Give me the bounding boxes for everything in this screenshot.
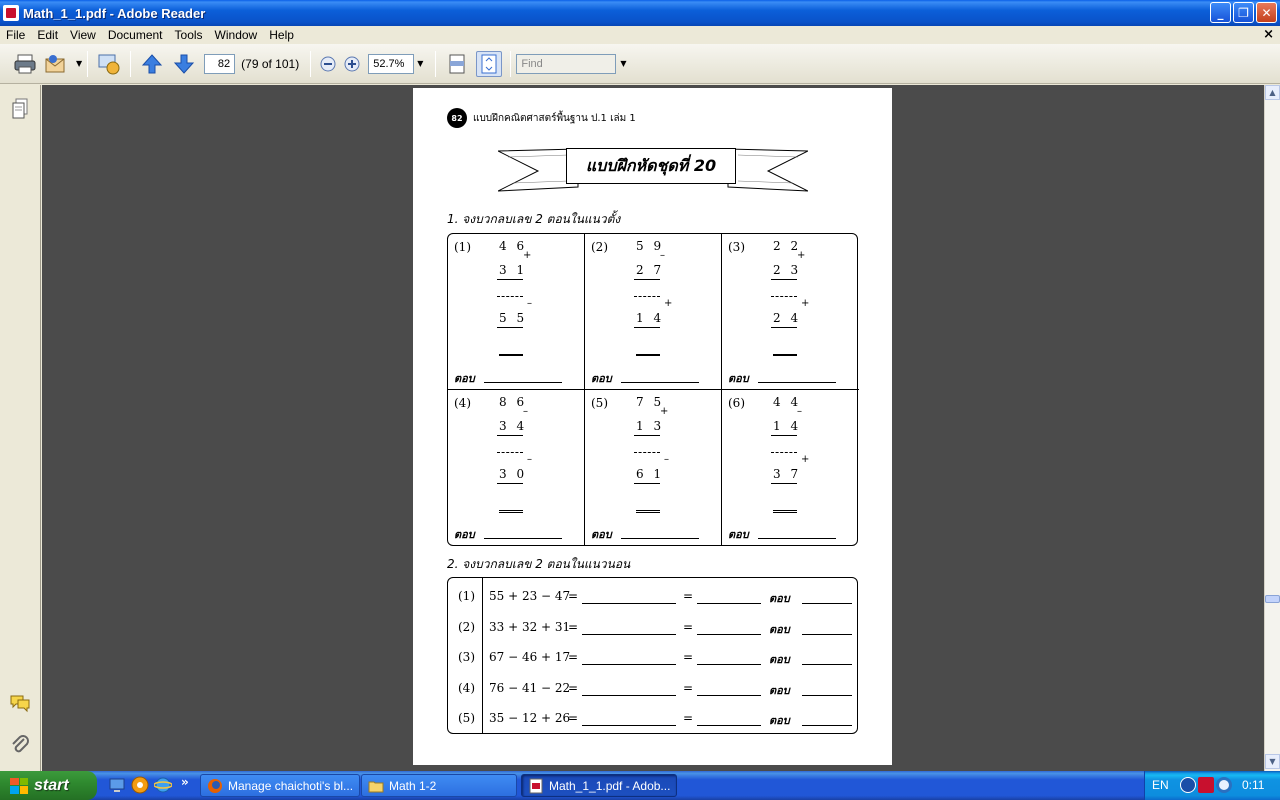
menu-file[interactable]: File [6,28,26,42]
answer-line [758,382,836,383]
answer-label: ตอบ [769,622,790,636]
answer-label: ตอบ [728,372,749,385]
equals-sign: = [683,711,694,725]
second-number: 2 7 [636,263,665,277]
equals-sign: = [568,589,579,603]
folder-icon [368,778,384,794]
second-number: 3 4 [499,419,528,433]
dashed-answer-line [634,452,660,453]
vertical-problem-cell [585,234,722,390]
problem-label: (6) [728,396,745,410]
expression: 55 + 23 − 47 [489,589,571,603]
horizontal-problem-row [448,612,859,642]
answer-line [484,382,562,383]
minimize-button[interactable]: _ [1210,2,1231,23]
third-number: 1 4 [636,311,665,325]
second-number: 1 3 [636,419,665,433]
problem-label: (5) [591,396,608,410]
first-number: 7 5 [636,395,665,409]
adobe-updater-icon[interactable] [1198,777,1214,793]
page-count-label: (79 of 101) [241,56,300,71]
dashed-answer-line [497,452,523,453]
answer-line [802,664,852,665]
windows-logo-icon [10,778,28,794]
underline [771,435,797,436]
equals-sign: = [568,711,579,725]
zoom-out-icon[interactable] [319,51,337,77]
pdf-page [413,88,892,765]
toolbar-separator [510,51,511,77]
horizontal-problem-row [448,581,859,611]
page-header [447,108,636,128]
answer-label: ตอบ [454,372,475,385]
work-line [697,603,761,604]
find-input[interactable]: Find [516,54,616,74]
underline [771,279,797,280]
answer-label: ตอบ [591,528,612,541]
result-double-line [773,510,797,513]
underline [634,327,660,328]
navigation-pane [0,85,41,771]
toolbar-separator [87,51,88,77]
first-number: 5 9 [636,239,665,253]
adobe-reader-icon [3,5,19,21]
vertical-problem-cell [448,234,585,390]
email-dropdown-icon[interactable]: ▼ [76,59,83,68]
internet-explorer-icon[interactable] [154,776,172,794]
expression: 33 + 32 + 31 [489,619,571,634]
answer-line [621,538,699,539]
menu-document[interactable]: Document [107,28,163,42]
menu-tools[interactable]: Tools [174,28,203,42]
second-number: 2 3 [773,263,802,277]
underline [497,435,523,436]
pages-icon[interactable] [8,97,32,121]
scroll-thumb[interactable] [1265,595,1280,603]
menu-edit[interactable]: Edit [37,28,59,42]
expression: 35 − 12 + 26 [489,711,571,725]
exercise-title: แบบฝึกหัดชุดที่ 20 [566,148,736,184]
zoom-input[interactable]: 52.7% [368,54,414,74]
comments-icon[interactable] [8,691,32,715]
operator: – [527,454,532,465]
book-title: แบบฝึกคณิตศาสตร์พื้นฐาน ป.1 เล่ม 1 [473,112,636,124]
horizontal-problem-row [448,703,859,733]
problem-label: (1) [458,589,475,603]
operator: – [797,406,802,417]
operator: – [660,250,665,261]
answer-line [802,634,852,635]
work-line [582,603,676,604]
vertical-problem-cell [722,390,859,546]
dashed-answer-line [771,452,797,453]
answer-line [758,538,836,539]
underline [634,435,660,436]
answer-label: ตอบ [591,372,612,385]
vertical-problems-grid [447,233,858,546]
page-badge: 82 [447,108,467,128]
equals-sign: = [568,650,579,664]
work-line [697,634,761,635]
operator: + [797,250,806,261]
answer-label: ตอบ [454,528,475,541]
toolbar-separator [130,51,131,77]
problem-label: (4) [458,680,475,695]
problem-label: (2) [591,240,608,254]
vertical-problem-cell [585,390,722,546]
underline [771,483,797,484]
system-tray [1144,771,1280,800]
expression: 76 − 41 − 22 [489,680,571,695]
third-number: 3 0 [499,467,528,481]
underline [497,279,523,280]
problem-label: (3) [458,650,475,664]
answer-line [802,695,852,696]
horizontal-problem-row [448,673,859,703]
third-number: 6 1 [636,467,665,481]
operator: – [664,454,669,465]
fit-width-icon[interactable] [444,51,470,77]
work-line [582,725,676,726]
second-number: 3 1 [499,263,528,277]
close-button[interactable]: ✕ [1256,2,1277,23]
equals-sign: = [683,680,694,695]
scroll-down-icon[interactable]: ▼ [1265,754,1280,769]
show-desktop-icon[interactable] [108,776,126,794]
task-label: Math 1-2 [389,778,437,793]
page-number-input[interactable]: 82 [204,54,235,74]
taskbar-item-folder[interactable] [361,774,517,797]
section1-title: 1. จงบวกลบเลข 2 ตอนในแนวตั้ง [447,212,621,226]
answer-line [484,538,562,539]
previous-page-icon[interactable] [139,51,165,77]
title-bar[interactable] [0,0,1280,26]
language-indicator[interactable]: EN [1152,778,1169,792]
underline [634,483,660,484]
find-dropdown-icon[interactable]: ▼ [620,59,627,68]
work-line [582,664,676,665]
answer-label: ตอบ [769,592,790,605]
answer-label: ตอบ [728,528,749,541]
answer-label: ตอบ [769,683,790,697]
taskbar-item-firefox[interactable] [200,774,360,797]
collaborate-icon[interactable] [96,51,122,77]
toolbar [0,44,1280,84]
result-double-line [636,510,660,513]
equals-sign: = [568,619,579,634]
clock: 0:11 [1242,778,1265,792]
third-number: 2 4 [773,311,802,325]
underline [497,327,523,328]
horizontal-problems-table [447,577,858,734]
operator: + [660,406,669,417]
tray-expand-icon[interactable] [1180,777,1196,793]
underline [497,483,523,484]
answer-line [621,382,699,383]
underline [771,327,797,328]
task-label: Math_1_1.pdf - Adob... [549,778,671,793]
zoom-in-icon[interactable] [343,51,361,77]
problem-label: (2) [458,619,475,634]
close-document-button[interactable]: × [1263,27,1274,42]
email-icon[interactable] [44,51,70,77]
dashed-answer-line [634,296,660,297]
equals-sign: = [683,619,694,634]
answer-line [802,725,852,726]
attachment-icon[interactable] [8,733,32,757]
work-line [697,695,761,696]
first-number: 4 6 [499,239,528,253]
answer-line [802,603,852,604]
answer-label: ตอบ [769,653,790,666]
operator: + [523,250,532,261]
first-number: 4 4 [773,395,802,409]
dashed-answer-line [771,296,797,297]
fit-page-icon[interactable] [476,51,502,77]
operator: + [801,454,810,465]
menu-view[interactable]: View [70,28,96,42]
document-viewport[interactable] [42,85,1264,771]
pdf-icon [528,778,544,794]
next-page-icon[interactable] [171,51,197,77]
first-number: 8 6 [499,395,528,409]
result-line [773,354,797,356]
problem-label: (3) [728,240,745,254]
print-icon[interactable] [12,51,38,77]
horizontal-problem-row [448,642,859,672]
expression: 67 − 46 + 17 [489,650,571,664]
first-number: 2 2 [773,239,802,253]
problem-label: (1) [454,240,471,254]
window-title: Math_1_1.pdf - Adobe Reader [23,5,206,21]
avast-icon[interactable] [131,776,149,794]
operator: + [801,298,810,309]
problem-label: (5) [458,711,475,725]
network-icon[interactable] [1216,777,1232,793]
answer-label: ตอบ [769,714,790,727]
work-line [582,695,676,696]
problem-label: (4) [454,396,471,410]
equals-sign: = [683,589,694,603]
work-line [582,634,676,635]
operator: – [523,406,528,417]
section2-title: 2. จงบวกลบเลข 2 ตอนในแนวนอน [447,557,631,571]
result-line [499,354,523,356]
toolbar-separator [435,51,436,77]
task-label: Manage chaichoti's bl... [228,778,354,793]
toolbar-separator [310,51,311,77]
underline [634,279,660,280]
vertical-scrollbar[interactable] [1264,85,1280,771]
operator: – [527,298,532,309]
start-label: start [34,776,69,794]
menu-help[interactable]: Help [269,28,294,42]
zoom-dropdown-icon[interactable]: ▼ [417,59,424,68]
operator: + [664,298,673,309]
taskbar-item-adobe-reader[interactable] [521,774,677,797]
equals-sign: = [683,650,694,664]
third-number: 5 5 [499,311,528,325]
result-double-line [499,510,523,513]
third-number: 3 7 [773,467,802,481]
result-line [636,354,660,356]
work-line [697,725,761,726]
scroll-up-icon[interactable]: ▲ [1265,85,1280,100]
vertical-problem-cell [448,390,585,546]
dashed-answer-line [497,296,523,297]
taskbar [0,771,1280,800]
vertical-problem-cell [722,234,859,390]
start-button[interactable] [0,771,97,800]
quicklaunch-more-button[interactable]: » [181,775,189,789]
firefox-icon [207,778,223,794]
menu-bar [0,26,1280,44]
second-number: 1 4 [773,419,802,433]
equals-sign: = [568,680,579,695]
menu-window[interactable]: Window [214,28,258,42]
work-line [697,664,761,665]
maximize-button[interactable]: ❐ [1233,2,1254,23]
